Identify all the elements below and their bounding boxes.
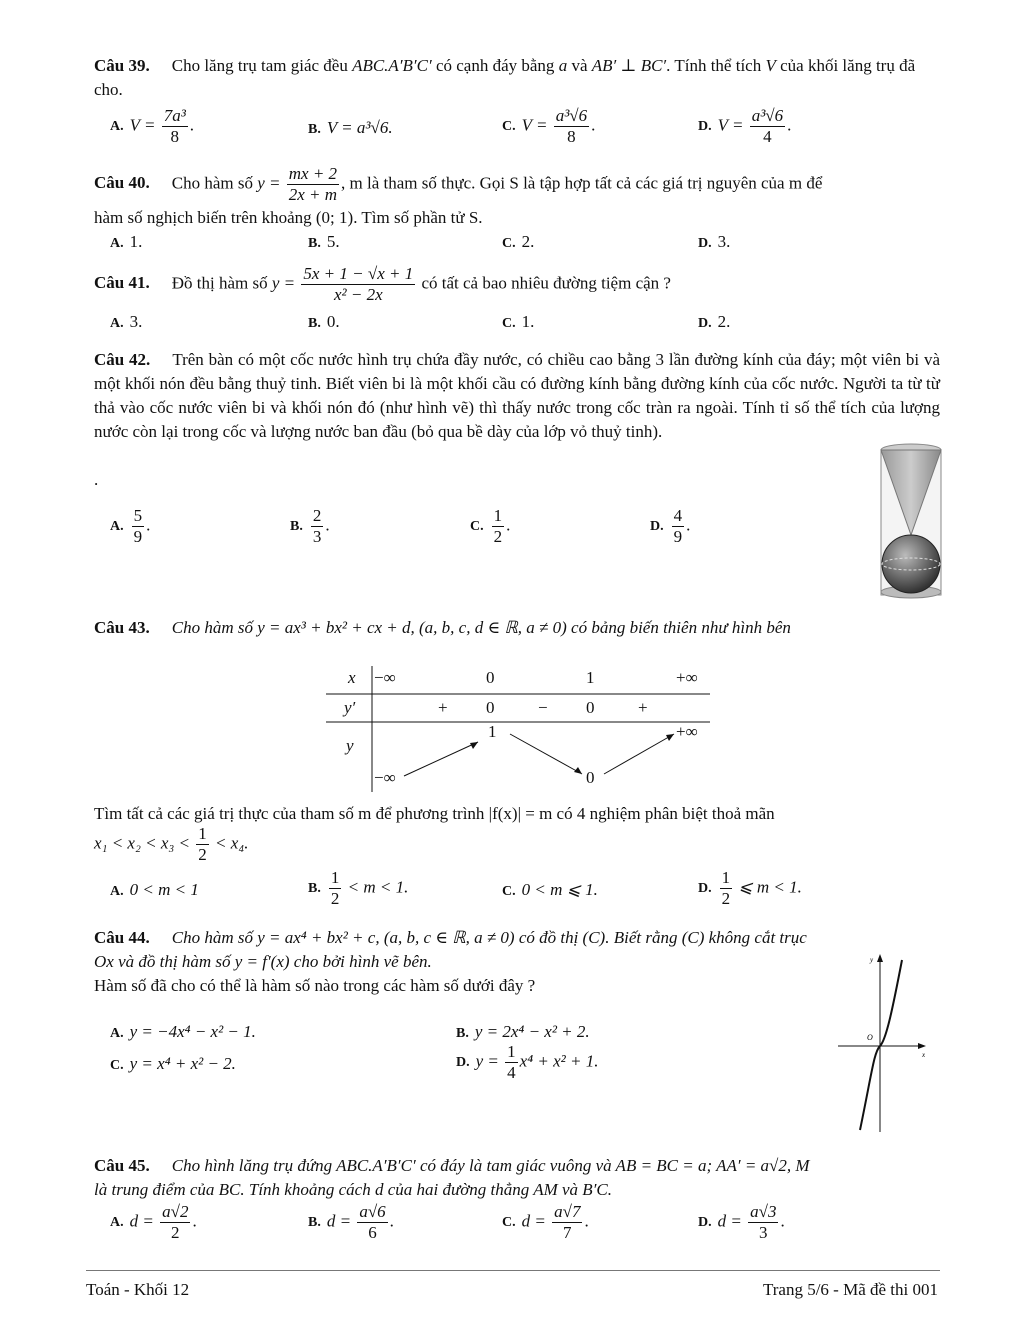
sign: 0 bbox=[486, 698, 495, 717]
choice-42-c[interactable]: C. $\frac{1}{2}$ . bbox=[470, 506, 511, 546]
question-40: Câu 40. Cho hàm số y = $\frac{mx + 2}{2x + m}$ , m là tham số thực. Gọi S là tập hợp tất cả các giá trị nguyên của m để bbox=[94, 164, 823, 204]
x-label: x bbox=[922, 1051, 926, 1059]
question-44-line3: Hàm số đã cho có thể là hàm số nào trong các hàm số dưới đây ? bbox=[94, 976, 536, 995]
choice-45-a[interactable]: A. d = $\frac{a√2}{2}$ . bbox=[110, 1202, 197, 1242]
sign: − bbox=[538, 698, 548, 717]
x-value: 1 bbox=[586, 668, 595, 687]
choice-43-c[interactable]: C. 0 < m ⩽ 1. bbox=[502, 880, 598, 899]
x-value: +∞ bbox=[676, 668, 698, 687]
y-arrow bbox=[877, 954, 883, 962]
fraction: $\frac{5}{9}$ bbox=[133, 506, 143, 546]
fraction: $\frac{\text{a³√6}}{8}$ bbox=[555, 106, 588, 146]
y-value: +∞ bbox=[676, 722, 698, 741]
x-value: −∞ bbox=[374, 668, 396, 687]
y-value: 0 bbox=[586, 768, 595, 787]
derivative-graph bbox=[834, 952, 934, 1134]
choice-44-a[interactable]: A. y = −4x⁴ − x² − 1. bbox=[110, 1022, 256, 1041]
sign: + bbox=[638, 698, 648, 717]
choice-39-b[interactable]: B. V = a³√6. bbox=[308, 118, 393, 137]
y-value: 1 bbox=[488, 722, 497, 741]
choice-41-c[interactable]: C. 1. bbox=[502, 312, 535, 331]
fraction: $\frac{1}{2}$ bbox=[721, 868, 731, 908]
y-label: y bbox=[870, 956, 874, 964]
choice-43-d[interactable]: D. $\frac{1}{2}$ ⩽ m < 1. bbox=[698, 868, 802, 908]
question-39: Câu 39. Cho lăng trụ tam giác đều ABC.A′B′C′ có cạnh đáy bằng a và AB′ ⊥ BC′. Tính thể tích V của khối lăng trụ đã cho. bbox=[94, 56, 916, 99]
question-45: Câu 45. Cho hình lăng trụ đứng ABC.A′B′C′ có đáy là tam giác vuông và AB = BC = a; AA′ = a√2, M bbox=[94, 1156, 810, 1175]
fraction: $\frac{\text{a³√6}}{4}$ bbox=[751, 106, 784, 146]
choice-42-a[interactable]: A. $\frac{5}{9}$ . bbox=[110, 506, 151, 546]
row-label-y: y bbox=[346, 736, 354, 755]
question-44: Câu 44. Cho hàm số y = ax⁴ + bx² + c, (a, b, c ∈ ℝ, a ≠ 0) có đồ thị (C). Biết rằng (C) không cắt trục bbox=[94, 928, 807, 947]
question-43: Câu 43. Cho hàm số y = ax³ + bx² + cx + d, (a, b, c, d ∈ ℝ, a ≠ 0) có bảng biến thiên như hình bên bbox=[94, 618, 791, 637]
choice-43-b[interactable]: B. $\frac{1}{2}$ < m < 1. bbox=[308, 868, 409, 908]
choice-42-b[interactable]: B. $\frac{2}{3}$ . bbox=[290, 506, 330, 546]
question-number: Câu 44. bbox=[94, 928, 150, 947]
question-number: Câu 43. bbox=[94, 618, 150, 637]
fraction: $\frac{4}{9}$ bbox=[673, 506, 683, 546]
fraction: $\frac{5x + 1 - √x + 1}{\text{x² − 2x}}$ bbox=[303, 264, 414, 304]
question-40-line2: hàm số nghịch biến trên khoảng (0; 1). Tìm số phần tử S. bbox=[94, 208, 483, 227]
x-arrow bbox=[918, 1043, 926, 1049]
footer-left: Toán - Khối 12 bbox=[86, 1280, 190, 1299]
fraction: $\frac{\text{7a³}}{8}$ bbox=[163, 106, 186, 146]
choice-39-c[interactable]: C. V = $\frac{\text{a³√6}}{8}$ . bbox=[502, 106, 596, 146]
question-number: Câu 41. bbox=[94, 273, 150, 293]
choice-39-a[interactable]: A. V = $\frac{\text{7a³}}{8}$ . bbox=[110, 106, 195, 146]
fraction: $\frac{a√2}{2}$ bbox=[162, 1202, 189, 1242]
question-44-line2: Ox và đồ thị hàm số y = f′(x) cho bởi hình vẽ bên. bbox=[94, 952, 432, 971]
fraction: $\frac{1}{2}$ bbox=[198, 824, 207, 864]
question-43-condition: x₁ < x₂ < x₃ < $\frac{1}{2}$ < x₄. bbox=[94, 824, 249, 864]
sign: 0 bbox=[586, 698, 595, 717]
question-number: Câu 39. bbox=[94, 56, 150, 75]
question-42: Câu 42. Trên bàn có một cốc nước hình trụ chứa đầy nước, có chiều cao bằng 3 lần đường kính của đáy; một viên bi và một khối nón đều bằng thuỷ tinh. Biết viên bi là một khối cầu có đường kính bằng đường kính của cốc nước. Người ta từ từ thả vào cốc nước viên bi và khối nón đó (như hình vẽ) thì thấy nước trong cốc tràn ra ngoài. Tính tỉ số thể tích của lượng nước còn lại trong cốc và lượng nước ban đầu (bỏ qua bề dày của lớp vỏ thuỷ tinh). bbox=[94, 350, 940, 441]
fraction: $\frac{1}{2}$ bbox=[330, 868, 340, 908]
question-43-line2: Tìm tất cả các giá trị thực của tham số m để phương trình |f(x)| = m có 4 nghiệm phân biệt thoả mãn bbox=[94, 804, 775, 823]
fraction: $\frac{mx + 2}{2x + m}$ bbox=[288, 164, 338, 204]
question-number: Câu 40. bbox=[94, 173, 150, 193]
question-45-line2: là trung điểm của BC. Tính khoảng cách d của hai đường thẳng AM và B′C. bbox=[94, 1180, 613, 1199]
choice-40-d[interactable]: D. 3. bbox=[698, 232, 731, 251]
fraction: $\frac{1}{2}$ bbox=[493, 506, 503, 546]
fraction: $\frac{2}{3}$ bbox=[312, 506, 322, 546]
choice-44-b[interactable]: B. y = 2x⁴ − x² + 2. bbox=[456, 1022, 590, 1041]
choice-41-d[interactable]: D. 2. bbox=[698, 312, 731, 331]
choice-42-d[interactable]: D. $\frac{4}{9}$ . bbox=[650, 506, 691, 546]
choice-40-c[interactable]: C. 2. bbox=[502, 232, 535, 251]
fraction: $\frac{a√3}{3}$ bbox=[750, 1202, 777, 1242]
choice-44-c[interactable]: C. y = x⁴ + x² − 2. bbox=[110, 1054, 236, 1073]
stray-dot: . bbox=[94, 470, 99, 489]
question-number: Câu 42. bbox=[94, 350, 151, 369]
question-number: Câu 45. bbox=[94, 1156, 150, 1175]
cup-figure bbox=[876, 440, 946, 605]
row-label-x: x bbox=[348, 668, 356, 687]
x-value: 0 bbox=[486, 668, 495, 687]
choice-39-d[interactable]: D. V = $\frac{\text{a³√6}}{4}$ . bbox=[698, 106, 792, 146]
glass-ball bbox=[882, 535, 940, 593]
choice-44-d[interactable]: D. y = $\frac{1}{4}$ x⁴ + x² + 1. bbox=[456, 1042, 599, 1082]
choice-45-b[interactable]: B. d = $\frac{a√6}{6}$ . bbox=[308, 1202, 394, 1242]
footer-right: Trang 5/6 - Mã đề thi 001 bbox=[762, 1280, 938, 1299]
variation-table bbox=[326, 664, 710, 792]
fraction: $\frac{a√6}{6}$ bbox=[359, 1202, 386, 1242]
fraction: $\frac{1}{4}$ bbox=[507, 1042, 516, 1082]
sign: + bbox=[438, 698, 448, 717]
y-value: −∞ bbox=[374, 768, 396, 787]
curve bbox=[860, 960, 902, 1130]
footer-divider bbox=[86, 1270, 940, 1271]
choice-45-d[interactable]: D. d = $\frac{a√3}{3}$ . bbox=[698, 1202, 785, 1242]
row-label-yprime: y′ bbox=[344, 698, 356, 717]
choice-41-b[interactable]: B. 0. bbox=[308, 312, 340, 331]
choice-43-a[interactable]: A. 0 < m < 1 bbox=[110, 880, 199, 899]
origin-label: O bbox=[867, 1033, 873, 1042]
choice-45-c[interactable]: C. d = $\frac{a√7}{7}$ . bbox=[502, 1202, 589, 1242]
fraction: $\frac{a√7}{7}$ bbox=[554, 1202, 581, 1242]
choice-41-a[interactable]: A. 3. bbox=[110, 312, 143, 331]
question-41: Câu 41. Đồ thị hàm số y = $\frac{5x + 1 - √x + 1}{\text{x² − 2x}}$ có tất cả bao nhiêu đường tiệm cận ? bbox=[94, 264, 671, 304]
choice-40-a[interactable]: A. 1. bbox=[110, 232, 143, 251]
choice-40-b[interactable]: B. 5. bbox=[308, 232, 340, 251]
